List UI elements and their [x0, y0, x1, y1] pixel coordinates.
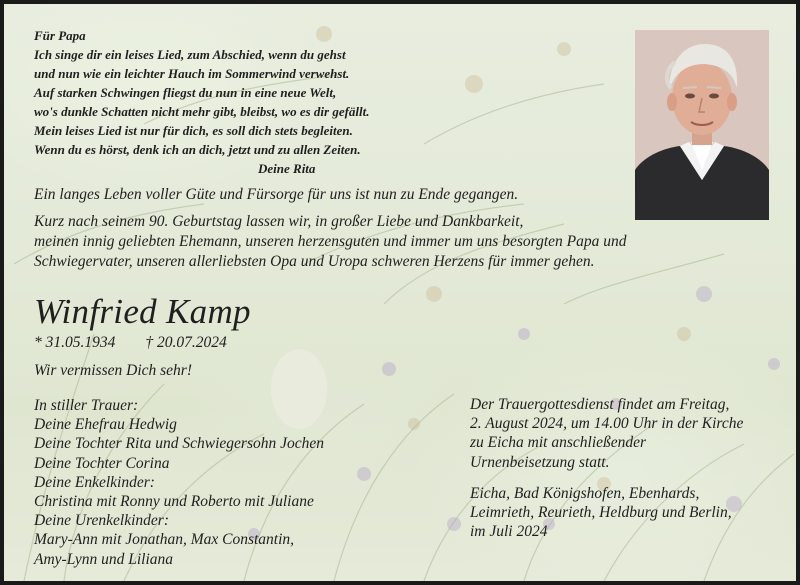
mourner-line: Deine Enkelkinder: [34, 473, 155, 491]
poem-line: Ich singe dir ein leises Lied, zum Abschied, wenn du gehst [34, 47, 346, 62]
mourner-line: Deine Tochter Corina [34, 454, 170, 472]
poem-line: Für Papa [34, 28, 86, 43]
places-line: Eicha, Bad Königshofen, Ebenhards, [470, 485, 700, 502]
service-info [470, 395, 743, 472]
intro-sentence: Ein langes Leben voller Güte und Fürsorge für uns ist nun zu Ende gegangen. [34, 186, 519, 203]
paragraph-line: meinen innig geliebten Ehemann, unseren herzensguten und immer um uns besorgten Papa und [34, 233, 627, 250]
service-line: Der Trauergottesdienst findet am Freitag, [470, 396, 730, 413]
mourner-line: Mary-Ann mit Jonathan, Max Constantin, [34, 531, 295, 549]
poem-line: Mein leises Lied ist nur für dich, es soll dich stets begleiten. [34, 123, 353, 138]
poem-line: Wenn du es hörst, denk ich an dich, jetzt und zu allen Zeiten. [34, 142, 361, 157]
mourner-line: Deine Tochter Rita und Schwiegersohn Jochen [34, 435, 324, 453]
service-line: Urnenbeisetzung statt. [470, 453, 610, 471]
places-line: im Juli 2024 [470, 523, 548, 541]
poem-signature: Deine Rita [258, 161, 316, 176]
poem-line: und nun wie ein leichter Hauch im Sommerwind verwehst. [34, 66, 350, 81]
poem-line: Auf starken Schwingen fliegst du nun in eine neue Welt, [34, 85, 337, 100]
paragraph-line: Schwiegervater, unseren allerliebsten Opa und Uropa schweren Herzens für immer gehen. [34, 253, 595, 270]
deceased-name: Winfried Kamp [34, 292, 251, 331]
poem [34, 26, 370, 178]
paragraph-line: Kurz nach seinem 90. Geburtstag lassen wir, in großer Liebe und Dankbarkeit, [34, 213, 524, 230]
service-line: 2. August 2024, um 14.00 Uhr in der Kirche [470, 415, 744, 433]
mourner-line: In stiller Trauer: [34, 397, 139, 414]
poem-line: wo's dunkle Schatten nicht mehr gibt, bleibst, wo es dir gefällt. [34, 104, 370, 119]
portrait-photo [635, 30, 769, 220]
places-and-date [470, 484, 732, 542]
death-date: † 20.07.2024 [145, 334, 227, 351]
mourners-list [34, 396, 324, 569]
mourner-line: Christina mit Ronny und Roberto mit Juliane [34, 493, 314, 511]
miss-line: Wir vermissen Dich sehr! [34, 362, 192, 379]
mourner-line: Amy-Lynn und Liliana [34, 550, 174, 568]
mourner-line: Deine Ehefrau Hedwig [34, 416, 177, 434]
announcement-paragraph [34, 212, 627, 272]
birth-date: * 31.05.1934 [34, 334, 116, 351]
places-line: Leimrieth, Reurieth, Heldburg und Berlin, [470, 504, 732, 522]
service-line: zu Eicha mit anschließender [470, 434, 647, 452]
life-dates [34, 334, 257, 352]
mourner-line: Deine Urenkelkinder: [34, 512, 169, 530]
